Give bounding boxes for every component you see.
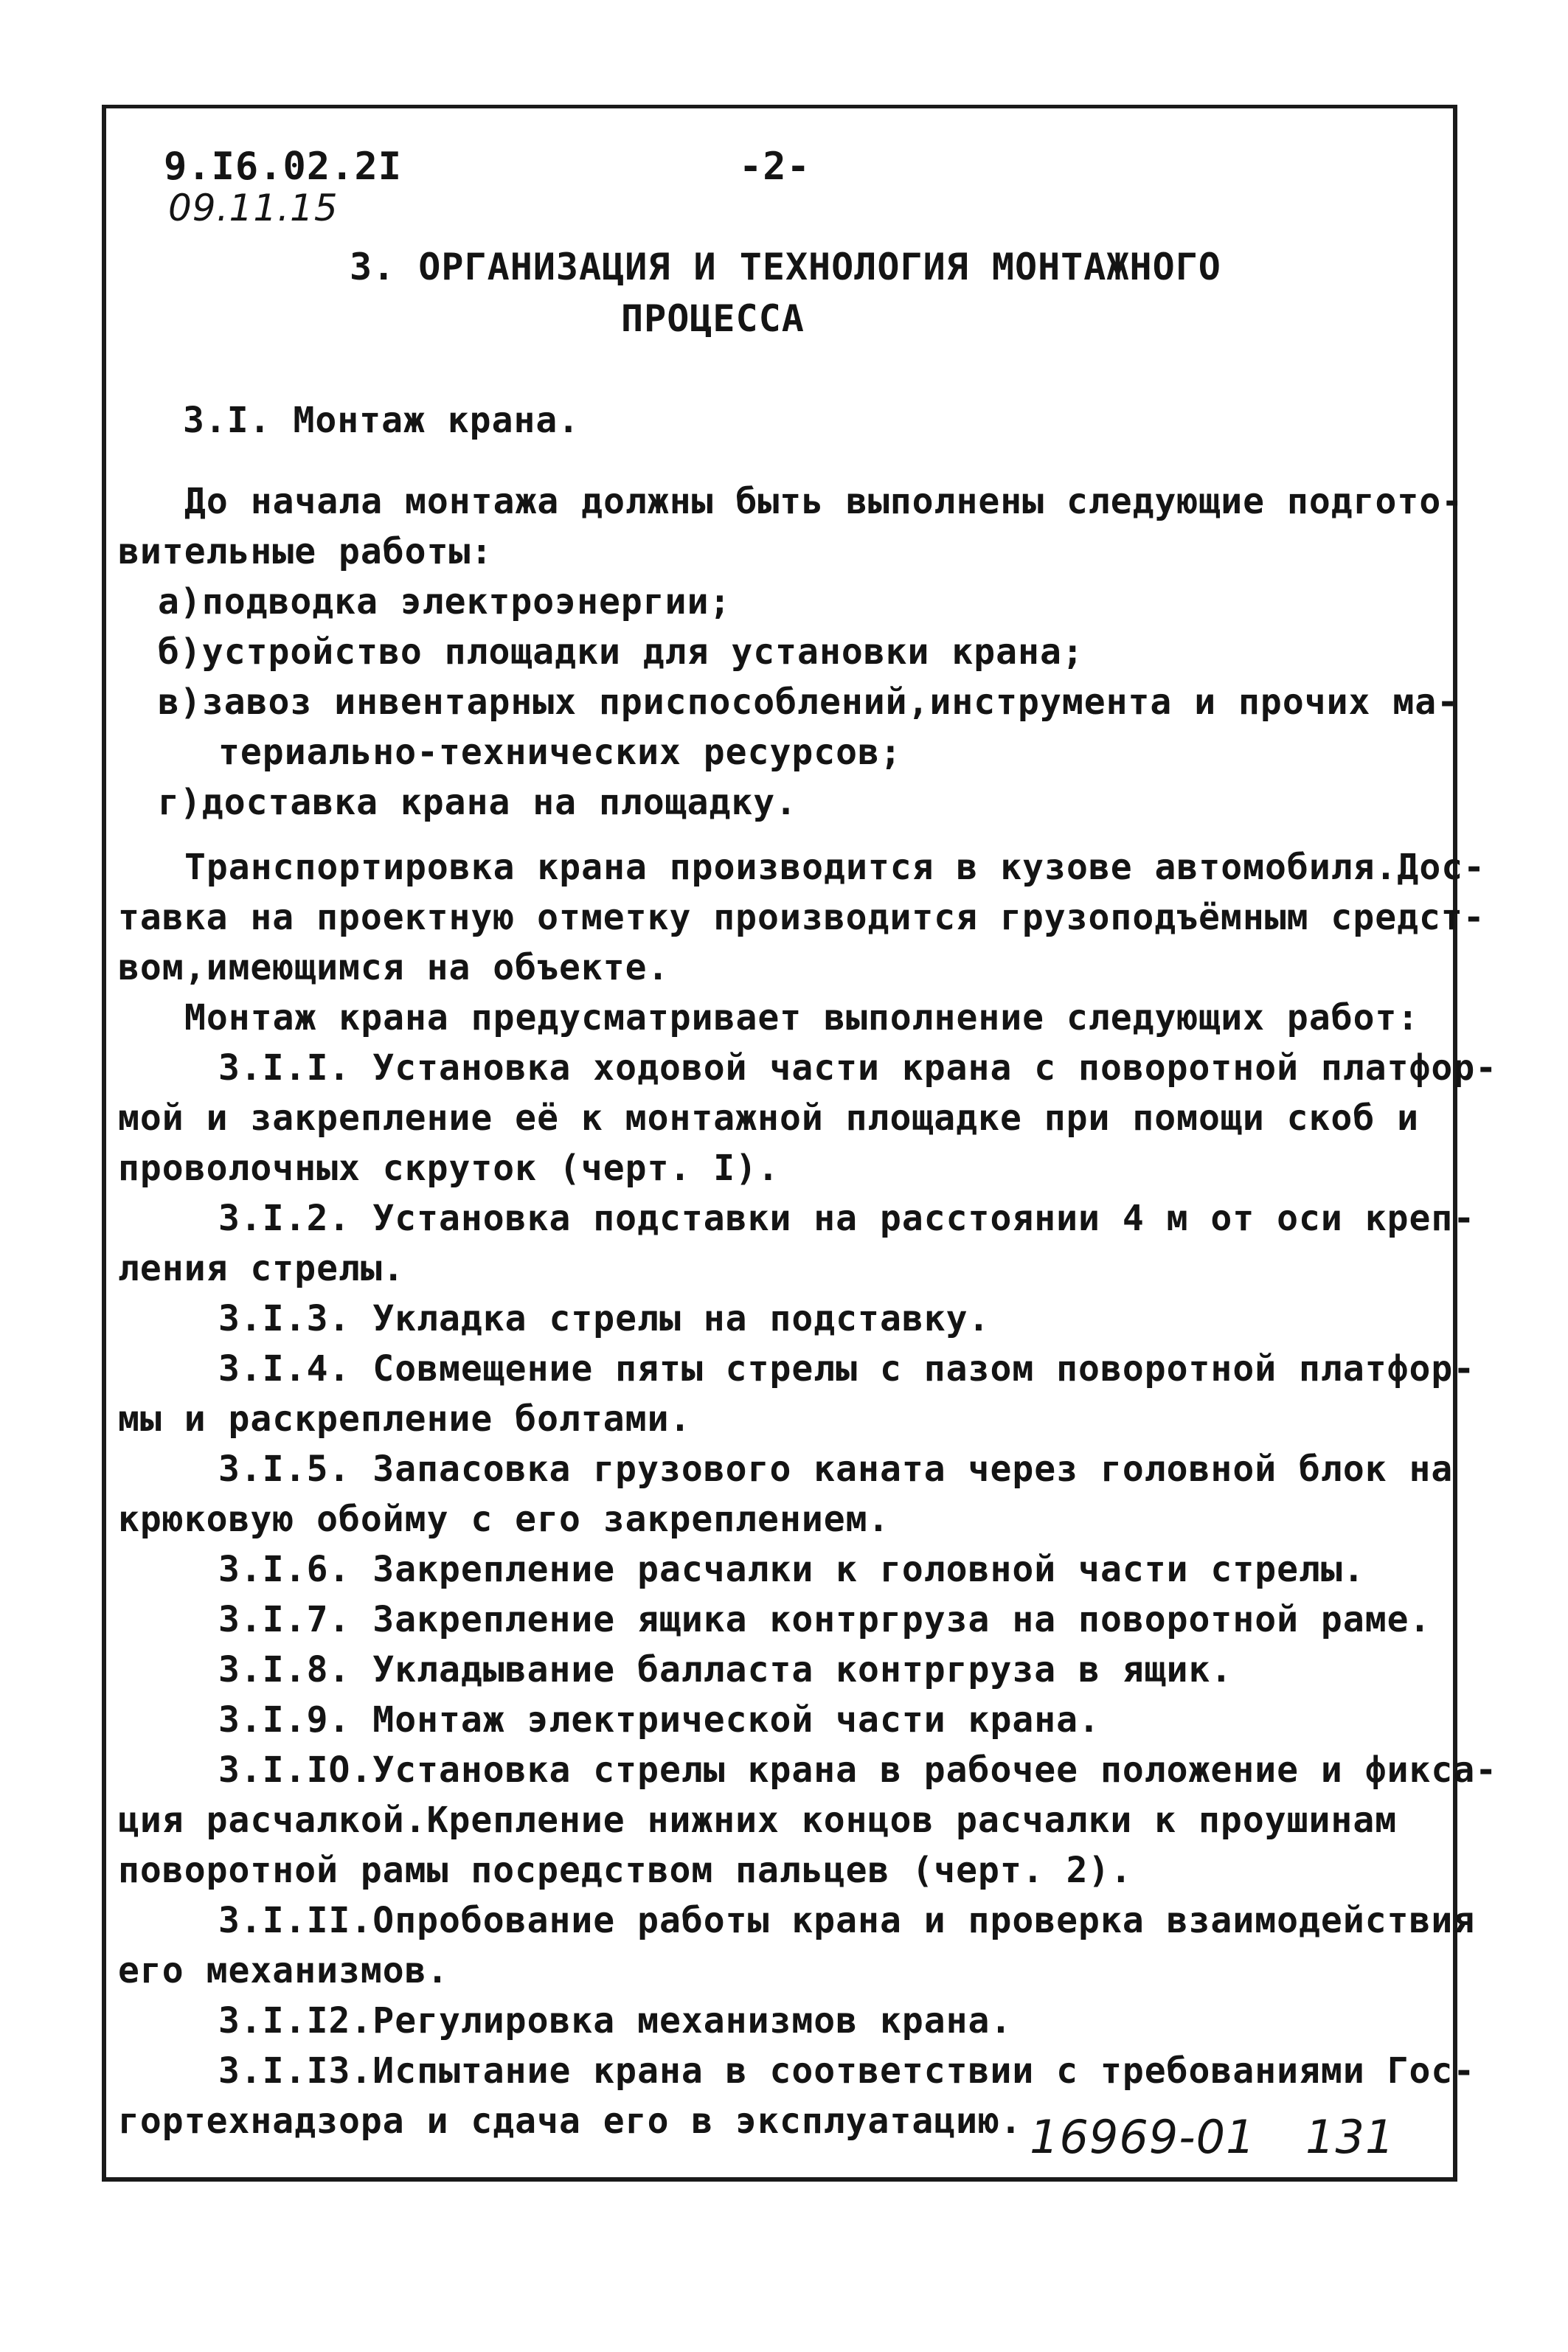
list-item: 3.I.3. Укладка стрелы на подставку.	[218, 1298, 991, 1339]
subsection-heading: 3.I. Монтаж крана.	[183, 400, 580, 441]
text-line: б)устройство площадки для установки крана;	[158, 631, 1084, 673]
text-line: вом,имеющимся на объекте.	[118, 947, 670, 988]
text-line: а)подводка электроэнергии;	[158, 581, 732, 622]
text-line: в)завоз инвентарных приспособлений,инструмента и прочих ма-	[158, 681, 1460, 723]
list-item: 3.I.5. Запасовка грузового каната через головной блок на	[218, 1449, 1454, 1490]
list-item: 3.I.I. Установка ходовой части крана с поворотной платфор-	[218, 1047, 1498, 1089]
section-title-continued: ПРОЦЕССА	[621, 297, 805, 340]
page-number: -2-	[739, 145, 811, 189]
text-line: мой и закрепление её к монтажной площадке при помощи скоб и	[118, 1097, 1420, 1139]
text-line: проволочных скруток (черт. I).	[118, 1148, 780, 1189]
handwritten-date: 09.11.15	[168, 187, 339, 229]
handwritten-page-number: 131	[1305, 2110, 1395, 2164]
list-item: 3.I.I2.Регулировка механизмов крана.	[218, 2000, 1013, 2041]
text-line: г)доставка крана на площадку.	[158, 782, 798, 823]
text-line: его механизмов.	[118, 1950, 449, 1991]
text-line: териально-технических ресурсов;	[218, 732, 902, 773]
text-line: Монтаж крана предусматривает выполнение следующих работ:	[184, 997, 1420, 1038]
text-line: тавка на проектную отметку производится грузоподъёмным средст-	[118, 897, 1485, 938]
text-line: поворотной рамы посредством пальцев (черт. 2).	[118, 1850, 1133, 1891]
text-line: До начала монтажа должны быть выполнены следующие подгото-	[184, 481, 1464, 522]
text-line: гортехнадзора и сдача его в эксплуатацию.	[118, 2101, 1022, 2142]
list-item: 3.I.IO.Установка стрелы крана в рабочее положение и фикса-	[218, 1749, 1498, 1791]
handwritten-document-number: 16969-01	[1030, 2110, 1256, 2164]
text-line: крюковую обойму с его закреплением.	[118, 1499, 890, 1540]
list-item: 3.I.4. Совмещение пяты стрелы с пазом поворотной платфор-	[218, 1348, 1476, 1390]
text-line: Транспортировка крана производится в кузове автомобиля.Дос-	[184, 847, 1486, 888]
list-item: 3.I.2. Установка подставки на расстоянии 4 м от оси креп-	[218, 1198, 1476, 1239]
list-item: 3.I.8. Укладывание балласта контргруза в ящик.	[218, 1649, 1233, 1690]
list-item: 3.I.II.Опробование работы крана и проверка взаимодействия	[218, 1900, 1476, 1941]
margin-mark	[1454, 1136, 1457, 2139]
list-item: 3.I.6. Закрепление расчалки к головной части стрелы.	[218, 1549, 1365, 1590]
list-item: 3.I.I3.Испытание крана в соответствии с требованиями Гос-	[218, 2050, 1476, 2092]
list-item: 3.I.9. Монтаж электрической части крана.	[218, 1699, 1100, 1741]
text-line: ция расчалкой.Крепление нижних концов расчалки к проушинам	[118, 1800, 1398, 1841]
section-title: 3. ОРГАНИЗАЦИЯ И ТЕХНОЛОГИЯ МОНТАЖНОГО	[350, 246, 1221, 288]
text-line: ления стрелы.	[118, 1248, 405, 1289]
list-item: 3.I.7. Закрепление ящика контргруза на поворотной раме.	[218, 1599, 1432, 1640]
text-line: мы и раскрепление болтами.	[118, 1398, 692, 1440]
document-code: 9.I6.02.2I	[164, 145, 403, 189]
text-line: вительные работы:	[118, 531, 493, 572]
